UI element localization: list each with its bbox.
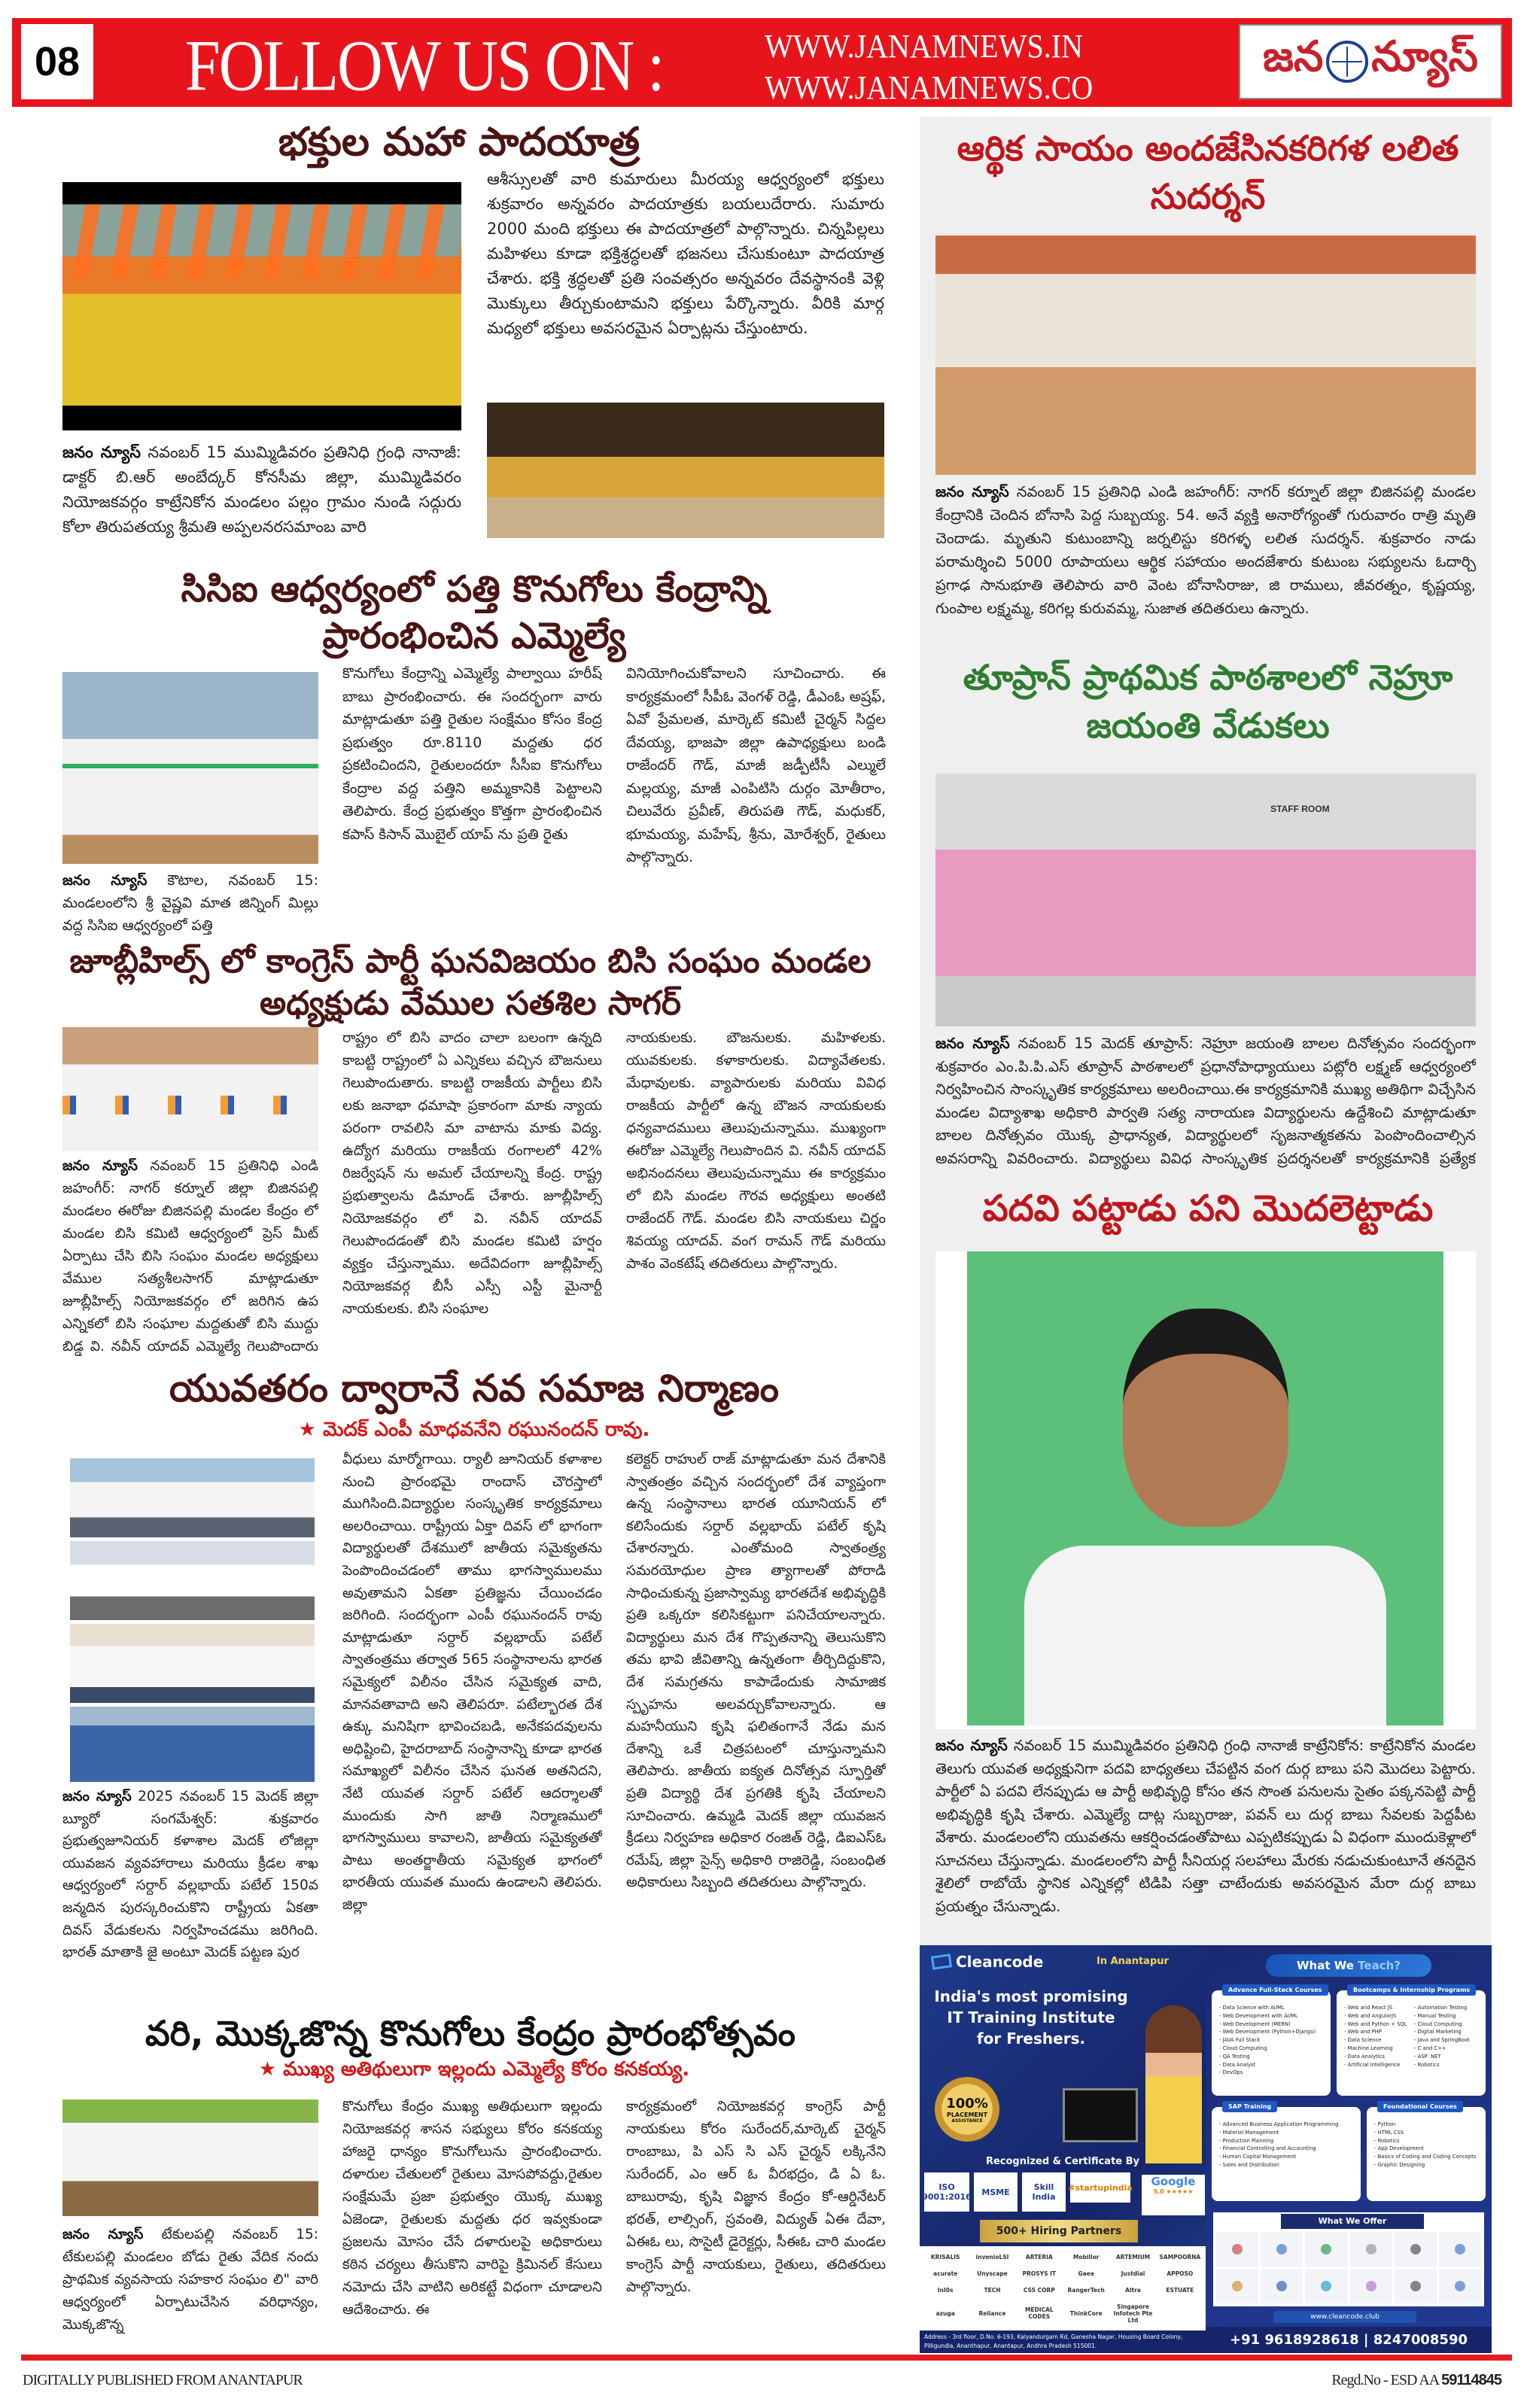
course-item: - Cloud Computing (1414, 2020, 1480, 2029)
mock-interview-icon (1276, 2281, 1287, 2291)
footer-rule (21, 2355, 1512, 2361)
partner-logo: TECH (984, 2286, 1001, 2294)
article-paddy-col3: కార్యక్రమంలో నియోజకవర్గ కాంగ్రెస్ పార్టీ నాయకులు కోరం సురేందర్,మార్కెట్ చైర్మన్ రాంబాబు, పి ఎస్ సి ఎస్ చైర్మన్ లక్కినేని సురేందర్, ఎం ఆర్ ఓ వీరభద్రం, డి ఏ ఓ. బాబురావు, కృషి విజ్ఞాన కేంద్రం కో-ఆర్డినేటర్ భరత్, లాల్సింగ్, స్రవంతి, విద్యుత్ ఏఈ దేవా, ఏఈఓ లు, సొసైటీ డైరెక్టర్లు, సీఈఓ చారి మండల కాంగ్రెస్ పార్టీ నాయకులు, రైతులు, తదితరులు పాల్గొన్నారు. (626, 2099, 886, 2295)
course-item: - Automation Testing (1414, 2004, 1480, 2012)
partner-logo: ARTERIA (1025, 2253, 1053, 2261)
model-figure (1145, 2005, 1202, 2163)
box-bootcamps (1337, 1987, 1486, 2096)
seal-percent: 100% (946, 2095, 988, 2112)
course-item: - Java and SpringBoot (1414, 2036, 1480, 2045)
tagline-line-2: IT Training Institute (947, 2008, 1115, 2026)
photo-bc-meeting (62, 1027, 318, 1151)
regd-number: 59114845 (1441, 2372, 1501, 2388)
masthead-banner (12, 18, 1512, 107)
google-label: Google (1151, 2175, 1196, 2188)
cleancode-advertisement[interactable] (920, 1945, 1492, 2353)
partner-logo: SAMPOORNA (1159, 2253, 1201, 2261)
certificate-icon (1232, 2244, 1243, 2254)
tagline-line-3: for Freshers. (976, 2029, 1086, 2048)
box-fullstack (1212, 1987, 1331, 2096)
dateline: జనం న్యూస్ (62, 1789, 132, 1804)
cert-startup-india: #startupindia (1070, 2172, 1130, 2203)
dateline: జనం న్యూస్ (62, 1158, 138, 1174)
dateline: జనం న్యూస్ (62, 443, 141, 461)
graduation-cap-icon (931, 1953, 952, 1969)
partner-logo: Gaea (1078, 2270, 1094, 2277)
seal-word-1: PLACEMENT (946, 2111, 988, 2118)
offer-tile (1439, 2269, 1481, 2303)
course-item: - Web and Python + SQL (1344, 2020, 1410, 2029)
offer-tile (1350, 2269, 1392, 2303)
subhead-youth: ★ మెదక్ ఎంపీ మాధవనేని రఘునందన్ రావు. (298, 1418, 650, 1441)
page-number: 08 (21, 24, 93, 99)
box-title: Advance Full-Stack Courses (1222, 1984, 1328, 1996)
website-link-co[interactable]: WWW.JANAMNEWS.CO (765, 68, 1094, 106)
photo-rally-3 (70, 1624, 315, 1703)
headline-nehru-jayanti: తూప్రాన్ ప్రాథమిక పాఠశాలలో నెహ్రూ జయంతి వేడుకలు (963, 657, 1453, 746)
doubt-clearing-icon (1366, 2244, 1376, 2254)
course-item: - Digital Marketing (1414, 2028, 1480, 2036)
dateline: జనం న్యూస్ (62, 2227, 144, 2242)
laptop-icon (1063, 2088, 1138, 2142)
article-jubilee-lede (62, 1155, 318, 1358)
footer-registration (1331, 2372, 1501, 2389)
what-we-offer-panel (1213, 2212, 1484, 2306)
dateline: జనం న్యూస్ (935, 1035, 1010, 1052)
partner-logo: Mobillor (1072, 2253, 1100, 2261)
lede-text: 2025 నవంబర్ 15 మెదక్ జిల్లా బ్యూరో సంగమేశ్వర్: శుక్రవారం ప్రభుత్వజూనియర్ కళాశాల మెదక్ లోజిల్లా యువజన వ్యవహారాలు మరియు క్రీడల శాఖ ఆధ్వర్యంలో సర్దార్ వల్లభాయ్ పటేల్ 150వ జన్మదిన పురస్కరించుకొని రాష్ట్రీయ ఏకతా దివస్ వేడుకలను నిర్వహించడము జరిగింది. భారత్ మాతాకి జై అంటూ మెదక్ పట్టణ పుర (62, 1789, 318, 1961)
partner-logo: Singapore Infotech Pte Ltd (1113, 2303, 1153, 2324)
what-we-teach-title (1266, 1954, 1431, 1977)
partner-logo: ESTUATE (1166, 2286, 1194, 2294)
follow-us-label: FOLLOW US ON : (185, 26, 664, 107)
teach-title-a: What We (1297, 1959, 1358, 1972)
photo-ribbon-cutting (62, 672, 318, 864)
course-item: - Machine Learning (1344, 2045, 1410, 2053)
partner-logos (920, 2246, 1206, 2330)
partner-logo: Altra (1125, 2286, 1141, 2294)
partner-logo: Unyscape (977, 2270, 1008, 2277)
footer-publisher: DIGITALLY PUBLISHED FROM ANANTAPUR (23, 2372, 303, 2388)
assignment-icon (1276, 2244, 1287, 2254)
article-jubilee-col3: నాయకులకు. బౌజనులకు. మహిళలకు. యువకులకు. కళాకారులకు. విద్యావేతలకు. మేధావులకు. వ్యాపారులకు మరియు వివిధ రాజకీయ పార్టీలో ఉన్న బౌజన నాయకులకు ధన్యవాదములు తెలుపుచున్నాము. ముఖ్యంగా ఈరోజు ఎమ్మెల్యే గెలుపొందిన వి. నవీన్ యాదవ్ అభినందనలు తెలుపుచున్నాము ఈ కార్యక్రమం లో బిసి మండల గౌరవ అధ్యక్షులు అంతటి రాజేందర్ గౌడ్. మండల బిసి నాయకులు చిర్ణం శివయ్య యాదవ్. వంగ రామన్ గౌడ్ మరియు పాశం వెంకటేష్ తదితరులు పాల్గొన్నారు. (626, 1030, 886, 1272)
dateline: జనం న్యూస్ (935, 483, 1009, 500)
portrait-shirt (1024, 1546, 1386, 1725)
lede-text: టేకులపల్లి నవంబర్ 15: టేకులపల్లి మండలం బోడు రైతు వేదిక నందు ప్రాథమిక వ్యవసాయ సహకార సంఘం లి" వారి ఆధ్వర్యంలో ఏర్పాటుచేసిన వరిధాన్యం, మొక్కజొన్న (62, 2227, 318, 2333)
portrait-head (1123, 1309, 1288, 1527)
course-item: - Robotics (1414, 2061, 1480, 2069)
offer-tile (1305, 2232, 1347, 2267)
offer-tile (1395, 2269, 1437, 2303)
recognized-label: Recognized & Certificate By (985, 2156, 1140, 2167)
headline-financial-aid: ఆర్థిక సాయం అందజేసినకరిగళ లలిత సుదర్శన్ (957, 128, 1459, 217)
teach-title-b: Teach? (1358, 1959, 1401, 1972)
course-item: - Web Development (MERN) (1219, 2020, 1325, 2029)
offer-tile (1261, 2232, 1303, 2267)
article-padayatra-lede (62, 440, 461, 564)
lede-text: నవంబర్ 15 ప్రతినిధి ఎండి జహంగీర్: నాగర్ కర్నూల్ జిల్లా బిజినపల్లి మండలం ఈరోజు బిజినపల్లి మండల కేంద్రం లో మండల బిసి కమిటి ఆధ్వర్యంలో ప్రెస్ మీట్ ఏర్పాటు చేసి బిసి సంఘం మండల అధ్యక్షులు వేముల సత్యశీలసాగర్ మాట్లాడుతూ జూబ్లీహిల్స్ నియోజకవర్గం లో జరిగిన ఉప ఎన్నికలో బిసి సంఘాల మద్దతుతో బిసి ముద్దు బిడ్డ వి. నవీన్ యాదవ్ ఎమ్మెల్యే గెలుపొందారు (62, 1158, 318, 1354)
offer-tile (1305, 2269, 1347, 2303)
ad-address: Address - 3rd floor, D.No. 6-193, Kalyandurgam Rd, Ganesha Nagar, Housing Board Colony, Pilligundla, Ananthapur, Anantapur, Andhra Pradesh 515001. (920, 2330, 1206, 2353)
course-item: - Robotics (1374, 2137, 1480, 2145)
course-item: - App Development (1374, 2145, 1480, 2153)
offer-tile (1395, 2232, 1437, 2267)
partner-logo: CSS CORP (1023, 2286, 1055, 2294)
cert-iso: ISO 9001:2016 (924, 2172, 969, 2212)
ad-tagline (926, 1986, 1136, 2049)
hiring-partners-banner: 500+ Hiring Partners (980, 2220, 1138, 2242)
box-title: Foundational Courses (1377, 2101, 1463, 2112)
partner-logo: Reliance (978, 2309, 1006, 2317)
headline-jubilee-hills: జూబ్లీహిల్స్ లో కాంగ్రెస్ పార్టీ ఘనవిజయం బిసి సంఘం మండల అధ్యక్షుడు వేముల సతశిల సాగర్ (69, 942, 872, 1023)
headline-youth: యువతరం ద్వారానే నవ సమాజ నిర్మాణం (169, 1367, 780, 1410)
photo-rally-4 (70, 1707, 315, 1782)
soft-skills-icon (1366, 2281, 1376, 2291)
course-item: - C and C++ (1414, 2045, 1480, 2053)
course-item: - HTML CSS (1374, 2129, 1480, 2137)
ashoka-chakra-icon (1326, 41, 1368, 83)
box-foundational (1367, 2103, 1486, 2201)
ad-right-panel (1206, 1945, 1492, 2353)
offer-title: What We Offer (1281, 2214, 1424, 2229)
article-paddy-col2: కొనుగోలు కేంద్రం ముఖ్య అతిథులుగా ఇల్లందు నియోజకవర్గ శాసన సభ్యులు కోరం కనకయ్య హాజరై ధాన్యం కొనుగోలును ప్రారంభించారు. దళారుల చేతులలో రైతులు మోసపోవద్దు,రైతుల సంక్షేమమే ప్రజా ప్రభుత్వం యొక్క ముఖ్య ఏజెండా, రైతులకు మద్దతు ధర ఇవ్వకుండా ప్రజలను మోసం చేసే దళారులపై అధికారులు కఠిన చర్యలు తీసుకొని వారిపై క్రిమినల్ కేసులు నమోదు చేసి వాటిని అరికట్టే విధంగా చూడాలని ఆదేశించారు. ఈ (342, 2099, 602, 2318)
placement-seal-icon (935, 2077, 999, 2142)
article-youth-lede-text (62, 1786, 318, 2008)
partner-logo: ARTEMIUM (1115, 2253, 1151, 2261)
course-item: - Data Science with AI/ML (1219, 2004, 1325, 2012)
cert-msme: MSME (974, 2172, 1018, 2212)
course-item: - Web Development (Python+Django) (1219, 2028, 1325, 2036)
seal-word-2: ASSISTANCE (951, 2118, 983, 2124)
course-item: - Material Management (1219, 2129, 1355, 2137)
google-stars: 5.0 ★★★★★ (1153, 2188, 1194, 2195)
headline-padavi: పదవి పట్టాడు పని మొదలెట్టాడు (982, 1187, 1434, 1230)
offer-tile (1261, 2269, 1303, 2303)
course-item: - Data Analyst (1219, 2061, 1325, 2069)
photo-grain-centre (62, 2099, 318, 2216)
course-item: - Human Capital Management (1219, 2153, 1355, 2161)
article-paddy-lede (62, 2224, 318, 2348)
box-title: SAP Training (1222, 2101, 1277, 2112)
course-item: - Web and React JS (1344, 2004, 1410, 2012)
course-item: - Production Planning (1219, 2137, 1355, 2145)
partner-logo: MEDICAL CODES (1024, 2306, 1054, 2320)
photo-temple-cart (487, 403, 884, 538)
course-item: - Basics of Coding and Coding Concepts (1374, 2153, 1480, 2161)
ad-brand (932, 1953, 1043, 1971)
course-list (1374, 2121, 1480, 2169)
subhead-paddy: ★ ముఖ్య అతిథులుగా ఇల్లందు ఎమ్మెల్యే కోరం కనకయ్య. (258, 2058, 690, 2081)
article-padayatra-body: ఆశీస్సులతో వారి కుమారులు మీరయ్య ఆధ్వర్యంలో భక్తులు శుక్రవారం అన్నవరం పాదయాత్రకు బయలుదేరారు. సుమారు 2000 మంది భక్తులు ఈ పాదయాత్రలో పాల్గొన్నారు. చిన్నపిల్లలు మహిళలు కూడా భక్తిశ్రద్ధలతో భజనలు చేసుకుంటూ పాదయాత్ర చేశారు. భక్తి శ్రద్ధలతో ప్రతి సంవత్సరం అన్నవరం దేవస్థానంకి వెళ్లి మొక్కులు తీర్చుకుంటామని భక్తులు పేర్కొన్నారు. వీరికి మార్గ మధ్యలో భక్తులు అవసరమైన ఏర్పాట్లను చేస్తుంటారు. (487, 170, 884, 337)
project-icon (1321, 2281, 1331, 2291)
mentors-icon (1410, 2281, 1421, 2291)
resume-icon (1232, 2281, 1243, 2291)
regd-prefix: Regd.No - ESD AA (1331, 2372, 1442, 2388)
article-youth-col3: కలెక్టర్ రాహుల్ రాజ్ మాట్లాడుతూ మన దేశానికి స్వాతంత్రం వచ్చిన సందర్భంలో దేశ వ్యాప్తంగా ఉన్న సంస్థానాలు భారత యూనియన్ లో కలిసేందుకు సర్దార్ వల్లభాయ్ పటేల్ కృషి చేశారన్నారు. ఎంతోమంది స్వాతంత్ర్య సమరయోధుల ప్రాణ త్యాగాలతో పోరాడి సాధించుకున్న ప్రజాస్వామ్య భారతదేశ అభివృద్ధికి ప్రతి ఒక్కరూ కలిసికట్టుగా పనిచేయాలన్నారు. విద్యార్థులు మన దేశ గొప్పతనాన్ని తెలుసుకొని తమ భావి జీవితాన్ని ఉన్నతంగా తీర్చిదిద్దుకొని, దేశ సమగ్రతను కాపాడేందుకు సామాజిక స్పృహను అలవర్చుకోవాలన్నారు. ఆ మహనీయుని కృషి ఫలితంగానే నేడు మన దేశాన్ని ఒకే చిత్రపటంలో చూస్తున్నామని తెలిపారు. జాతీయ ఐక్యత దినోత్సవ స్ఫూర్తితో ప్రతి విద్యార్థి దేశ ప్రగతికి కృషి చేయాలని సూచించారు. ఉమ్మడి మెదక్ జిల్లా యువజన క్రీడలు నిర్వహణ అధికార రంజిత్ రెడ్డి, డిఐఎస్ఓ రమేష్, జిల్లా సైన్స్ అధికారి రాజిరెడ్డి, సంబంధిత అధికారులు సిబ్బంది తదితరులు పాల్గొన్నారు. (626, 1452, 886, 1891)
partner-logo: acurate (933, 2270, 958, 2277)
portrait-frame (935, 1251, 1476, 1729)
article-cotton-col2: కొనుగోలు కేంద్రాన్ని ఎమ్మెల్యే పాల్వాయి హరీష్ బాబు ప్రారంభించారు. ఈ సందర్భంగా వారు మాట్లాడుతూ పత్తి రైతుల సంక్షేమం కోసం కేంద్ర ప్రభుత్వం రూ.8110 మద్దతు ధర ప్రకటించిందని, రైతులందరూ సీసీఐ కొనుగోలు కేంద్రాల వద్ద పత్తిని అమ్మకానికి పెట్టాలని తెలిపారు. కేంద్ర ప్రభుత్వం కొత్తగా ప్రారంభించిన కపాస్ కిసాన్ మొబైల్ యాప్ ను ప్రతి రైతు (342, 665, 602, 843)
website-links (765, 26, 1093, 108)
partner-logo: InI0s (937, 2286, 954, 2294)
photo-rally-2 (70, 1541, 315, 1620)
course-item: - Financial Controlling and Accounting (1219, 2145, 1355, 2153)
course-item: - Artificial Intelligence (1344, 2061, 1410, 2069)
google-rating-badge (1142, 2175, 1205, 2215)
trainers-icon (1410, 2244, 1421, 2254)
course-list (1344, 2004, 1480, 2069)
article-aid-body (935, 480, 1476, 643)
cert-skill-india: Skill India (1022, 2172, 1066, 2212)
ad-location: In Anantapur (1097, 1956, 1169, 1967)
headline-padayatra: భక్తుల మహా పాదయాత్ర (278, 120, 640, 165)
offer-tile (1216, 2232, 1258, 2267)
body-text: నవంబర్ 15 ముమ్మిడివరం ప్రతినిధి గ్రంధి నానాజీ కాట్రేనికోన: కాట్రేనికోన మండల తెలుగు యువత అధ్యక్షునిగా పదవి బాధ్యతలు చేపట్టిన వంగ దుర్గ బాబు పని మొదలు పెట్టారు. పార్టీలో ఏ పదవి లేనప్పుడు ఆ పార్టీ అభివృద్ధి కోసం తన సొంత పనులను సైతం పక్కనపెట్టి పార్టీ అభివృద్ధికి కృషి చేశారు. ఎమ్మెల్యే దాట్ల సుబ్బరాజు, పవన్ లు దుర్గ బాబు సేవలకు పెద్దపీట వేశారు. మండలంలోని యువతను ఆకర్షించడంతోపాటు ఎప్పటికప్పుడు ఏ విధంగా ముందుకెళ్లాలో సూచనలు చేస్తున్నాడు. మండలంలోని పార్టీ సీనియర్ల సలహాలు మేరకు నడుచుకుంటూనే తనదైన శైలిలో రాబోయే స్థానిక ఎన్నికల్లో టిడిపి సత్తా చాటేందుకు అవసరమైన మేరా దుర్గ బాబు ప్రయత్నం చేసున్నాడు. (935, 1737, 1476, 1915)
headline-cotton-centre: సిసిఐ ఆధ్వర్యంలో పత్తి కొనుగోలు కేంద్రాన్ని ప్రారంభించిన ఎమ్మెల్యే (181, 568, 768, 657)
course-list (1219, 2121, 1355, 2169)
certification-logos (922, 2172, 1133, 2212)
partner-logo: KRISALIS (930, 2253, 960, 2261)
dateline: జనం న్యూస్ (62, 872, 148, 889)
partner-logo: invenioLSI (975, 2253, 1009, 2261)
ad-brand-name: Cleancode (956, 1953, 1044, 1971)
course-item: - Sales and Distribution (1219, 2161, 1355, 2169)
staff-room-sign: STAFF ROOM (1270, 804, 1330, 815)
seminar-icon (1455, 2281, 1465, 2291)
course-item: - QA Testing (1219, 2053, 1325, 2061)
headline-paddy-centre: వరి, మొక్కజొన్న కొనుగోలు కేంద్రం ప్రారంభోత్సవం (145, 2013, 795, 2054)
article-padavi-body (935, 1735, 1476, 1941)
interview-icon (1321, 2244, 1331, 2254)
box-title: Bootcamps & Internship Programs (1347, 1984, 1476, 1996)
logo-text-right: న్యూస్ (1371, 32, 1478, 81)
partner-logo: PROSYS IT (1022, 2270, 1057, 2277)
course-item: - Cloud Computing (1219, 2045, 1325, 2053)
ad-website[interactable]: www.cleancode.club (1273, 2311, 1416, 2323)
course-item: - Web and AngularJS (1344, 2012, 1410, 2020)
box-sap (1212, 2103, 1361, 2201)
course-item: - Web and PHP (1344, 2028, 1410, 2036)
offer-grid (1216, 2232, 1481, 2303)
course-item: - Web Development with AI/ML (1219, 2012, 1325, 2020)
partner-logo: Justdial (1121, 2270, 1145, 2277)
article-youth-col2: వీధులు మార్మోగాయి. ర్యాలీ జూనియర్ కళాశాల నుంచి ప్రారంభమై రాందాస్ చౌరస్తాలో ముగిసింది.విద్యార్థుల సంస్కృతిక కార్యక్రమాలు అలరించాయి. రాష్ట్రీయ ఏక్తా దివస్ లో భాగంగా విద్యార్థులతో దేశములో జాతీయ సమైక్యతను పెంపొందించడంలో తాము భాగస్వాములము అవుతామని ఏకతా ప్రతిజ్ఞను చేయించడం జరిగింది. సందర్భంగా ఎంపీ రఘునందన్ రావు మాట్లాడుతూ సర్దార్ వల్లభాయ్ పటేల్ స్వాతంత్రము తర్వాత 565 సంస్థానాలను భారత సమైక్యలో విలీనం చేసిన సమైక్యత వాది, మానవతావాది అని తెలిపరూ. పటేల్భారత దేశ ఉక్కు మనిషిగా భావించబడి, అనేకపదవులను అధిష్టించి, హైదరాబాద్ సంస్థానాన్ని కూడా భారత సమాఖ్యలో విలీనం చేసిన ఘనత అతనిదని, నేటి యువత సర్దార్ పటేల్ ఆదర్శాలతో ముందుకు సాగి జాతి నిర్మాణములో భాగస్వాములు కావాలని, జాతీయ సమైక్యతతో పాటు అంతర్జాతీయ సమైక్యత భాగంలో భారతీయ యువత ముందు ఉండాలని తెలిపరు. జిల్లా (342, 1452, 602, 1913)
offer-tile (1216, 2269, 1258, 2303)
course-item: - Graphic Designing (1374, 2161, 1480, 2169)
body-text: నవంబర్ 15 మెదక్ తూప్రాన్: నెహ్రూ జయంతి బాలల దినోత్సవం సందర్భంగా శుక్రవారం ఎం.పి.పి.ఎస్ తూప్రాన్ పాఠశాలలో ప్రధానోపాధ్యాయులు పట్లోరి లక్ష్మణ్ ఆధ్వర్యంలో నిర్వహించిన సాంస్కృతిక కార్యక్రమాలు అలరించాయి.ఈ కార్యక్రమానికి ముఖ్య అతిథిగా విచ్చేసిన మండల విద్యాశాఖ అధికారి పార్వతి సత్య నారాయణ విద్యార్థులను ఉద్దేశించి మాట్లాడుతూ బాలల దినోత్సవం యొక్క ప్రాధాన్యత, విద్యార్థులలో సృజనాత్మకతను పెంపొందించాల్సిన అవసరాన్ని వివరించారు. విద్యార్థులు వివిధ సాంస్కృతిక ప్రదర్శనలతో కార్యక్రమానికి ప్రత్యేక (935, 1035, 1476, 1167)
photo-rally-1 (70, 1458, 315, 1537)
article-cotton-lede (62, 869, 318, 937)
offer-tile (1350, 2232, 1392, 2267)
partner-logo: APPOSO (1167, 2270, 1194, 2277)
article-cotton-col3: వినియోగించుకోవాలని సూచించారు. ఈ కార్యక్రమంలో సీపీఓ వెంగళ్ రెడ్డి, డీఎంఓ అష్రఫ్, ఏవో ప్రేమలత, మార్కెట్ కమిటీ చైర్మన్ సిద్దల దేవయ్య, భాజపా జిల్లా ఉపాధ్యక్షులు బండి రాజేందర్ గౌడ్, మాజీ జడ్పీటీసీ ఎల్ములే మల్లయ్య, మాజీ ఎంపిటిసి దుర్గం మోతీరాం, చిలువేరు ప్రవీణ్, తిరుపతి గౌడ్, మధుకర్, భూమయ్య, మహేష్, శ్రీను, మోరేశ్వర్, రైతులు పాల్గొన్నారు. (626, 665, 886, 865)
workshop-icon (1455, 2244, 1465, 2254)
offer-tile (1439, 2232, 1481, 2267)
course-item: - Manual Testing (1414, 2012, 1480, 2020)
lede-text: నవంబర్ 15 ముమ్మిడివరం ప్రతినిధి గ్రంధి నానాజీ: డాక్టర్ బి.ఆర్ అంబేద్కర్ కోనసీమ జిల్లా, ముమ్మిడివరం నియోజకవర్గం కాట్రేనికోన మండలం పల్లం గ్రామం నుండి సద్గురు కోలా తిరుపతయ్య శ్రీమతి అప్పలనరసమాంబ వారి (62, 443, 461, 536)
tagline-line-1: India's most promising (934, 1987, 1128, 2005)
lede-text: కౌటాల, నవంబర్ 15: మండలంలోని శ్రీ వైష్ణవి మాత జిన్నింగ్ మిల్లు వద్ద సిసిఐ ఆధ్వర్యంలో పత్తి (62, 872, 318, 934)
photo-school-children (935, 774, 1476, 1026)
course-list (1219, 2004, 1325, 2077)
logo-text-left: జన (1263, 32, 1324, 81)
website-link-in[interactable]: WWW.JANAMNEWS.IN (765, 27, 1083, 65)
photo-family-visit (935, 236, 1476, 475)
partner-logo: ThinkCore (1069, 2309, 1103, 2317)
course-item: - DevOps (1219, 2069, 1325, 2077)
ad-phone[interactable]: +91 9618928618 | 8247008590 (1206, 2327, 1492, 2353)
course-item: - Python (1374, 2121, 1480, 2129)
course-item: - Data Analytics (1344, 2053, 1410, 2061)
dateline: జనం న్యూస్ (935, 1737, 1008, 1754)
course-item: - ASP .NET (1414, 2053, 1480, 2061)
course-item: - Data Science (1344, 2036, 1410, 2045)
janam-news-logo (1239, 24, 1502, 99)
photo-portrait (967, 1251, 1443, 1725)
body-text: నవంబర్ 15 ప్రతినిధి ఎండి జహంగీర్: నాగర్ కర్నూల్ జిల్లా బిజినపల్లి మండల కేంద్రానికి చెందిన బోనాసి పెద్ద సుబ్బయ్య. 54. అనే వ్యక్తి అనారోగ్యంతో గురువారం రాత్రి మృతి చెందాడు. మృతుని కుటుంబాన్ని జర్నలిస్టు కరిగళ్ళ లలిత సుదర్శన్. శుక్రవారం నాడు పరామర్శించి 5000 రూపాయలు ఆర్థిక సహాయం అందజేశారు కుటుంబ సభ్యులను ఓదార్చి ప్రగాఢ సానుభూతి తెలిపారు వారి వెంట బోనాసిరాజు, జి రాములు, జీవరత్నం, కృష్ణయ్య, గుంపాల లక్ష్మమ్మ, కరిగల్ల కురువమ్మ, సుజాత తదితరులు ఉన్నారు. (935, 483, 1476, 617)
partner-logo: RangerTech (1067, 2286, 1105, 2294)
article-nehru-body (935, 1032, 1476, 1170)
partner-logo: azuga (935, 2309, 955, 2317)
course-item: - Advanced Business Application Programming (1219, 2121, 1355, 2129)
ad-left-panel (920, 1945, 1206, 2353)
course-item: - JAVA Full Stack (1219, 2036, 1325, 2045)
photo-procession (62, 182, 461, 430)
article-jubilee-col2: రాష్ట్రం లో బిసి వాదం చాలా బలంగా ఉన్నది కాబట్టి రాష్ట్రంలో ఏ ఎన్నికలు వచ్చిన బౌజనులు గెలుపొందుతారు. కాబట్టి రాజకీయ పార్టీలు బిసి లకు జనాభా ధమాషా ప్రకారంగా మాకు న్యాయ పరంగా రావలిసి మా వాటాను మాకు విద్య. ఉద్యోగ మరియు రాజకీయ రంగాలలో 42% రిజర్వేషన్ ను అమల్ చేయాలన్ని కేంద్ర. రాష్ట్ర ప్రభుత్వాలను డిమాండ్ చేశారు. జూబ్లీహిల్స్ నియోజకవర్గం లో వి. నవీన్ యాదవ్ గెలుపొందడంతో బిసి మండల కమిటి హర్షం వ్యక్తం చేస్తున్నాము. అదేవిదంగా జూబ్లీహిల్స్ నియోజకవర్గ బీసీ ఎస్సీ ఎస్టీ మైనార్టీ నాయకులకు. బిసి సంఘాల (342, 1030, 602, 1317)
